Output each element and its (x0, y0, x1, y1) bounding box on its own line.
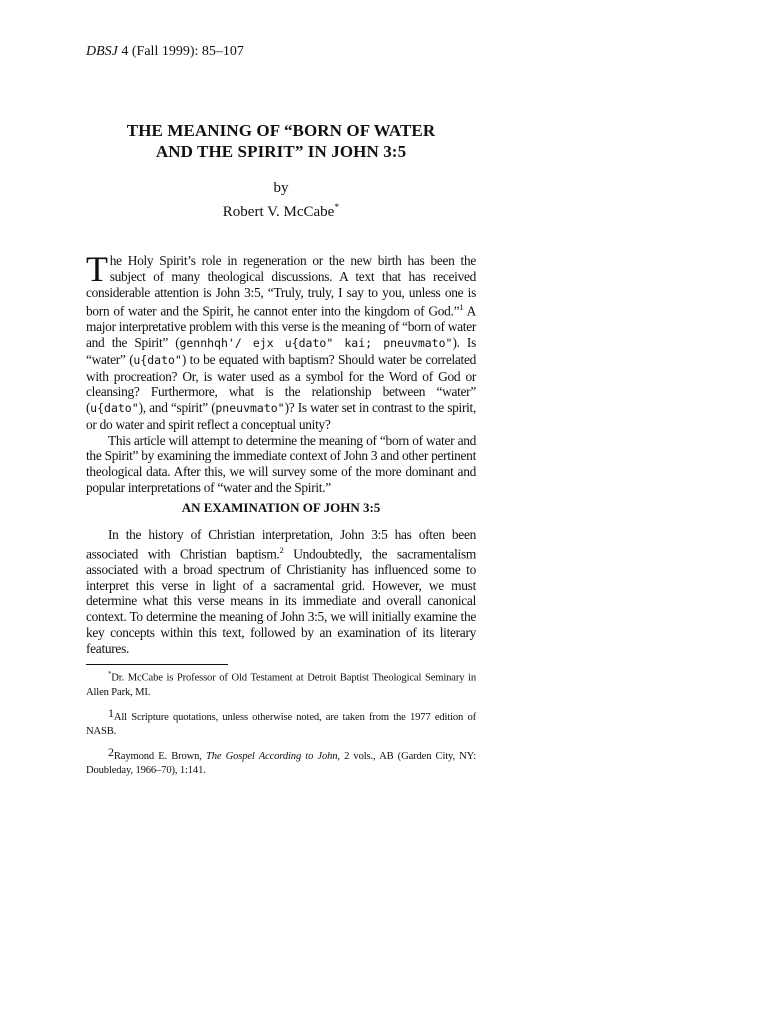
journal-details: 4 (Fall 1999): 85–107 (117, 44, 244, 59)
greek-phrase-3: u{dato" (90, 401, 139, 416)
footnote-1-text: All Scripture quotations, unless otherwise noted, are taken from the 1977 edition of NASB. (86, 711, 476, 737)
by-label: by (273, 180, 289, 196)
byline (86, 179, 476, 222)
title-line-2: AND THE SPIRIT” IN JOHN 3:5 (155, 142, 407, 161)
footnote-star-mark: * (108, 671, 112, 678)
journal-citation (86, 44, 244, 60)
footnote-divider (86, 664, 228, 665)
author-line (86, 198, 476, 222)
footnote-1 (86, 706, 476, 739)
footnote-2-book-title: The Gospel According to John, (205, 750, 340, 762)
intro-text-a: he Holy Spirit’s role in regeneration or the new birth has been the subject of many theological discussions. A text that has received considerable attention is John 3:5, “Truly, truly, I say to you, unless one is born of water and the Spirit, he cannot enter into the kingdom of God.” (86, 253, 476, 319)
author-footnote-mark: * (334, 202, 340, 213)
greek-phrase-4: pneuvmato" (215, 401, 285, 416)
footnote-1-mark: 1 (108, 705, 114, 720)
section-text-a: In the history of Christian interpretation, John 3:5 has often been associated with Christian baptism. (86, 527, 476, 562)
section-heading: AN EXAMINATION OF JOHN 3:5 (181, 500, 381, 515)
intro-text-b: A major interpretative problem with this verse is the meaning of “born of water and the Spirit” ( (86, 303, 476, 351)
article-title (86, 120, 476, 162)
footnotes (86, 668, 476, 784)
footnote-author-text: Dr. McCabe is Professor of Old Testament at Detroit Baptist Theological Seminary in Allen Park, MI. (86, 672, 476, 698)
footnote-2-mark: 2 (108, 744, 114, 759)
intro-text-e: ), and “spirit” ( (138, 400, 216, 416)
author-name: Robert V. McCabe (222, 204, 335, 220)
intro-paragraph-1 (86, 249, 477, 433)
intro-paragraph-2: This article will attempt to determine the meaning of “born of water and the Spirit” by examining the immediate context of John 3 and other pertinent theological data. After this, we will survey some of the more dominant and popular interpretations of “water and the Spirit.” (86, 432, 476, 495)
intro-text-f: )? Is water set in contrast to the spirit, or do water and spirit reflect a conceptual unity? (86, 400, 476, 432)
journal-abbrev: DBSJ (86, 44, 118, 59)
section-paragraph-1 (86, 527, 476, 656)
section-body (86, 527, 476, 656)
footnote-2-text-b: 2 vols., AB (Garden City, NY: Doubleday, 1966–70), 1:141. (86, 750, 476, 776)
footnote-ref-1: 1 (459, 302, 464, 313)
title-line-1: THE MEANING OF “BORN OF WATER (126, 121, 436, 140)
greek-phrase-1: gennhqh'/ ejx u{dato" kai; pneuvmato" (179, 336, 453, 351)
intro-text-d: ) to be equated with baptism? Should water be correlated with procreation? Or, is water used as a symbol for the Word of God or cleansing? Furthermore, what is the relationship between “water” ( (86, 351, 477, 416)
intro-section (86, 249, 477, 496)
footnote-ref-2: 2 (279, 544, 284, 555)
intro-text-c: ). Is “water” ( (86, 335, 476, 367)
drop-cap: T (86, 249, 108, 289)
greek-phrase-2: u{dato" (133, 352, 182, 367)
footnote-2 (86, 745, 476, 778)
footnote-author (86, 668, 476, 700)
footnote-2-text-a: Raymond E. Brown, (113, 750, 206, 762)
section-text-b: Undoubtedly, the sacramentalism associated with a broad spectrum of Christianity has influenced some to interpret this verse in light of a sacramental grid. However, we must determine what this verse means in its immediate and overall canonical context. To determine the meaning of John 3:5, we will initially examine the key concepts within this text, followed by an examination of its literary features. (86, 546, 476, 656)
